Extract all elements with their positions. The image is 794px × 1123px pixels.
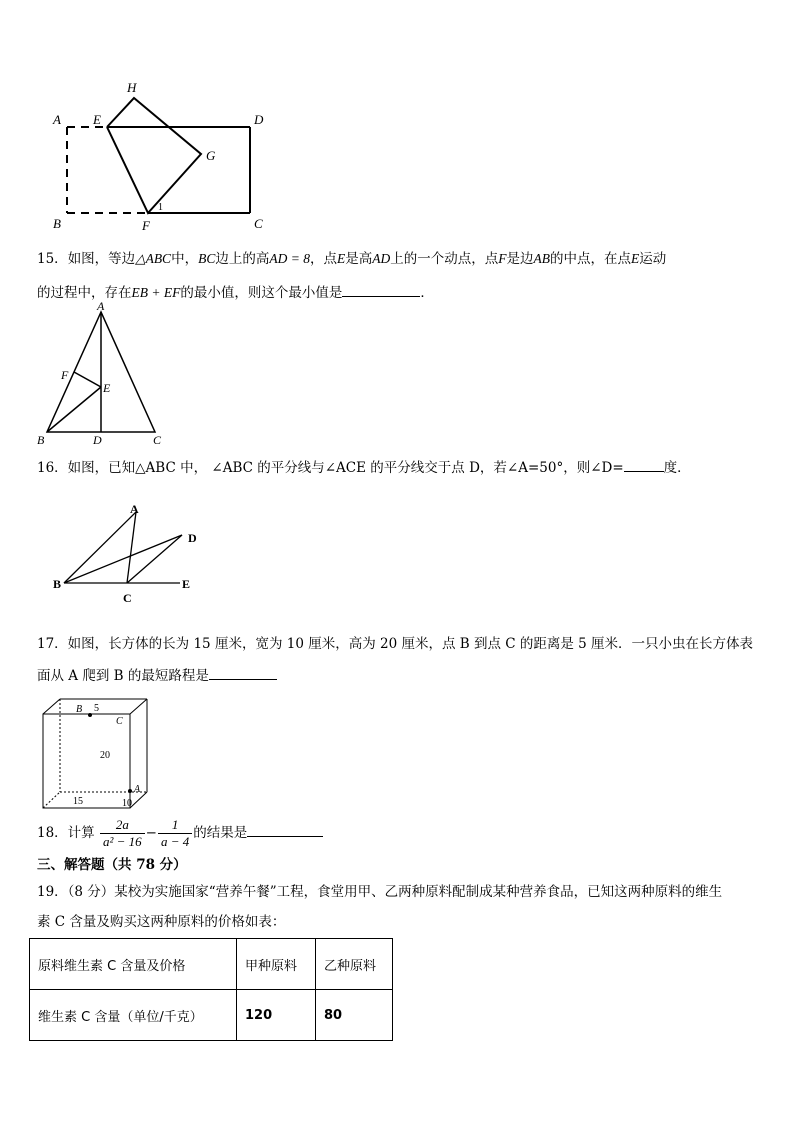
q19-table [29, 938, 393, 1041]
figure-q15 [30, 300, 180, 450]
fig14-angle-1: 1 [158, 202, 163, 213]
fig17-point-b [88, 713, 92, 717]
fig15-label-e: E [103, 381, 111, 395]
fig14-label-b: B [53, 216, 61, 231]
fig17-front-face [43, 714, 130, 808]
fig14-label-d: D [254, 112, 264, 127]
fig16-label-b: B [53, 577, 62, 591]
table-header-row [30, 939, 393, 990]
table-cell: 80 [316, 990, 393, 1041]
fig16-line-ba [64, 512, 136, 583]
figure-q16 [40, 495, 220, 610]
fig17-len-10: 10 [122, 798, 132, 809]
fig16-label-d: D [188, 531, 197, 545]
fig14-label-c: C [254, 216, 263, 231]
fig15-label-f: F [61, 368, 69, 382]
fig17-hidden-diagonal [43, 792, 60, 808]
fig15-line-be [47, 387, 101, 432]
q17-line-2: 面从 A 爬到 B 的最短路程是 [37, 665, 277, 686]
fig14-label-a: A [53, 112, 61, 127]
fig16-line-ac [127, 512, 136, 583]
fig17-label-b: B [76, 704, 83, 715]
fig17-point-a [128, 789, 132, 793]
q18-fraction-2: $\frac{1}{a - 4}$ [158, 817, 192, 850]
fig15-line-fe [74, 372, 101, 387]
q17-answer-blank[interactable] [209, 665, 277, 680]
q17-line-1: 17．如图，长方体的长为 15 厘米，宽为 10 厘米，高为 20 厘米，点 B 到点 C 的距离是 5 厘米．一只小虫在长方体表 [37, 636, 754, 652]
figure-q17 [30, 695, 160, 815]
fig14-label-e: E [93, 112, 101, 127]
q18-fraction-1: $\frac{2a}{\text{a² − 16}}$ [100, 817, 145, 850]
fig16-label-c: C [123, 591, 132, 605]
table-header-cell: 原料维生素 C 含量及价格 [30, 939, 237, 990]
q16-line: 16．如图，已知△ABC 中， ∠ABC 的平分线与∠ACE 的平分线交于点 D，若∠A=50°，则∠D= 度． [37, 457, 691, 478]
table-row [30, 990, 393, 1041]
fig17-label-c: C [116, 716, 123, 727]
fig16-line-bd [64, 535, 182, 583]
fig15-label-b: B [37, 433, 45, 447]
table-cell: 维生素 C 含量（单位/千克） [30, 990, 237, 1041]
q18-line: 18．计算 $\frac{2a}{\text{a² − 16}}$ − $\frac{1}{a - 4}$ 的结果是 [37, 816, 323, 850]
table-header-cell: 甲种原料 [237, 939, 316, 990]
fig15-label-a: A [97, 300, 105, 313]
q18-answer-blank[interactable] [247, 822, 323, 837]
q16-text: 16．如图，已知△ABC 中， ∠ABC 的平分线与∠ACE 的平分线交于点 D，若∠A=50°，则∠D= [37, 460, 624, 476]
fig14-label-g: G [206, 148, 216, 163]
fig14-label-f: F [142, 218, 150, 233]
figure-q14 [0, 0, 794, 240]
fig15-label-c: C [153, 433, 162, 447]
table-header-cell: 乙种原料 [316, 939, 393, 990]
fig17-len-5: 5 [94, 703, 99, 714]
fig17-top-left-edge [43, 699, 60, 714]
fig16-line-cd [127, 535, 182, 583]
q15-line-1: 15．如图，等边△ABC中，BC边上的高AD = 8，点E是高AD上的一个动点，点F是边AB的中点，在点E运动 [37, 251, 667, 267]
q19-line-2: 素 C 含量及购买这两种原料的价格如表： [37, 914, 286, 930]
fig14-label-h: H [127, 80, 137, 95]
q16-answer-blank[interactable] [624, 457, 664, 472]
table-cell: 120 [237, 990, 316, 1041]
fig17-top-right-edge [130, 699, 147, 714]
fig15-label-d: D [93, 433, 102, 447]
fig17-label-a: A [134, 784, 141, 795]
q15-line-2: 的过程中，存在EB + EF的最小值，则这个最小值是 ． [37, 282, 434, 303]
fig16-label-a: A [130, 502, 139, 516]
section-3-heading: 三、解答题（共 78 分） [37, 857, 187, 873]
q15-answer-blank[interactable] [342, 282, 420, 297]
fig14-kite [107, 98, 201, 213]
q19-line-1: 19．（8 分）某校为实施国家“营养午餐”工程，食堂用甲、乙两种原料配制成某种营养食品，已知这两种原料的维生 [37, 884, 723, 900]
fig17-len-20: 20 [100, 750, 110, 761]
q15-number: 15． [37, 251, 68, 267]
fig17-len-15: 15 [73, 796, 83, 807]
fig16-label-e: E [182, 577, 191, 591]
